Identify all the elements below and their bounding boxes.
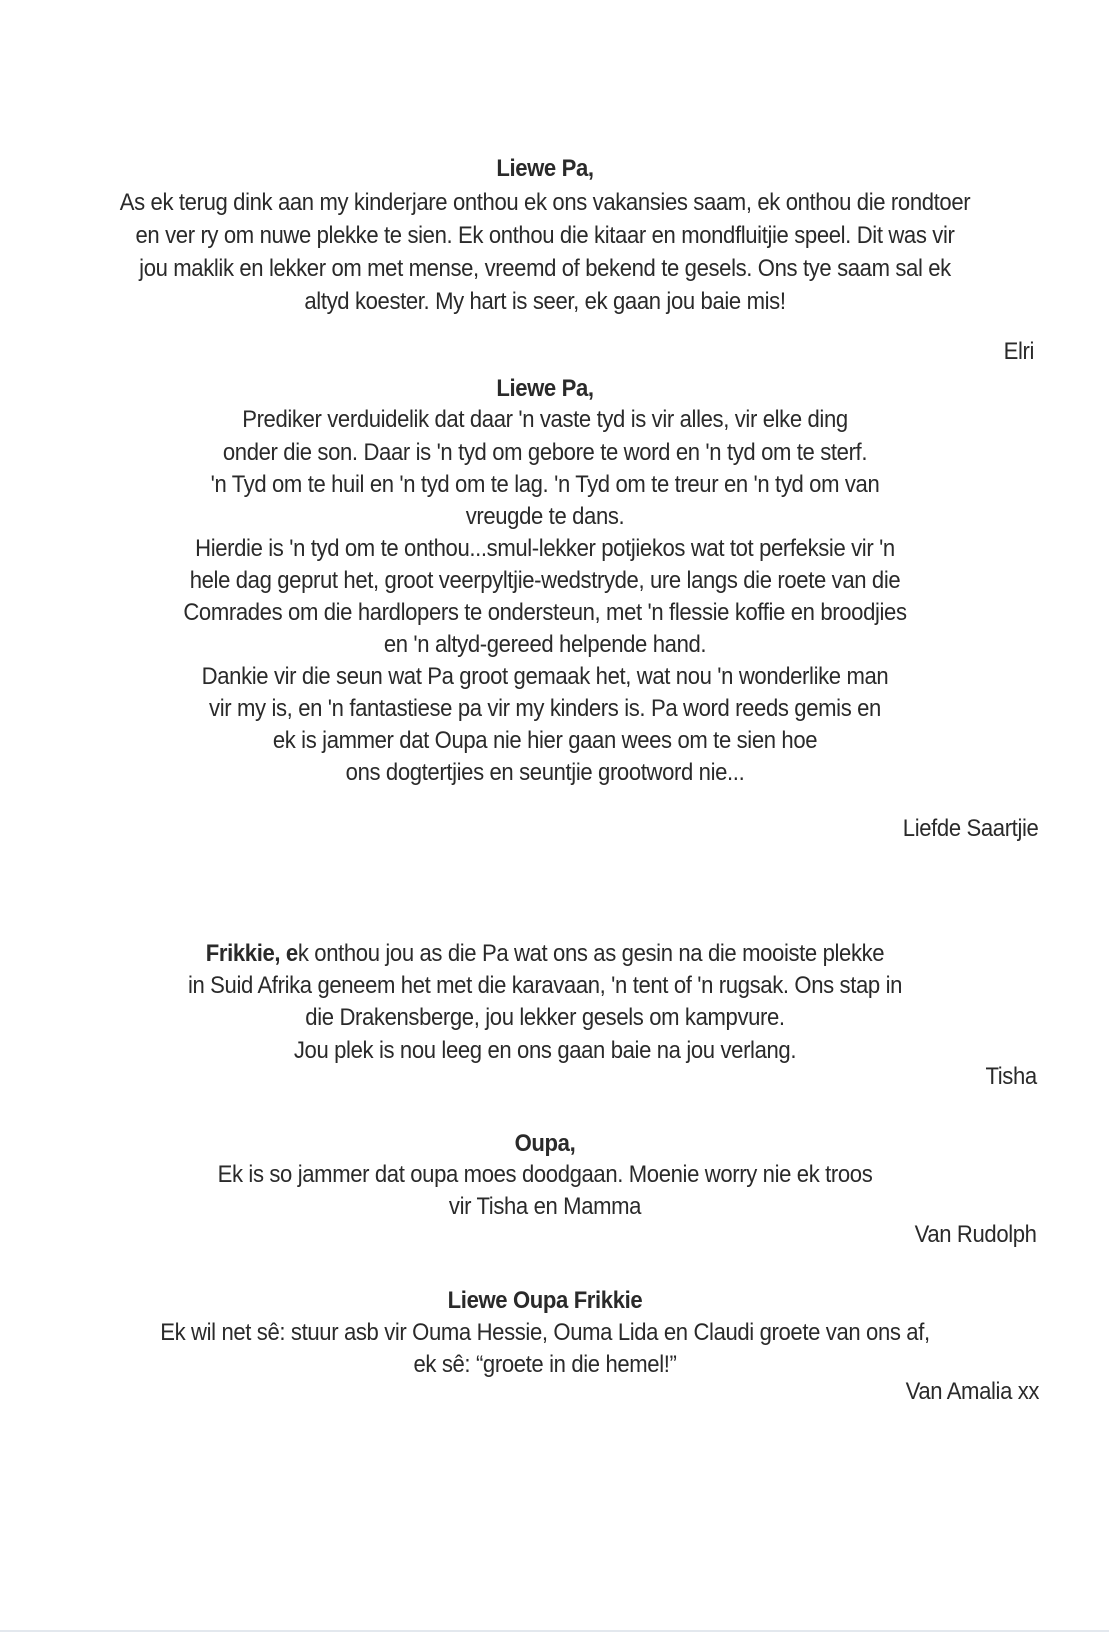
letter-1-signature: Elri xyxy=(1003,338,1034,365)
letter-1-heading: Liewe Pa, xyxy=(496,155,594,182)
letter-4-line-2: vir Tisha en Mamma xyxy=(448,1193,642,1220)
letter-5-line-2: ek sê: “groete in die hemel!” xyxy=(413,1351,677,1378)
letter-4-signature: Van Rudolph xyxy=(915,1221,1037,1248)
letter-2-line-10: vir my is, en 'n fantastiese pa vir my kinders is. Pa word reeds gemis en xyxy=(209,695,881,722)
letter-2-line-2: onder die son. Daar is 'n tyd om gebore te word en 'n tyd om te sterf. xyxy=(222,439,868,466)
letter-2-line-1: Prediker verduidelik dat daar 'n vaste tyd is vir alles, vir elke ding xyxy=(242,406,848,433)
letter-1-line-3: jou maklik en lekker om met mense, vreemd of bekend te gesels. Ons tye saam sal ek xyxy=(139,255,951,282)
letter-2-line-3: 'n Tyd om te huil en 'n tyd om te lag. 'n Tyd om te treur en 'n tyd om van xyxy=(210,471,880,498)
letter-2-line-7: Comrades om die hardlopers te ondersteun, met 'n flessie koffie en broodjies xyxy=(183,599,907,626)
letter-2-line-11: ek is jammer dat Oupa nie hier gaan wees om te sien hoe xyxy=(272,727,818,754)
letter-2-line-9: Dankie vir die seun wat Pa groot gemaak het, wat nou 'n wonderlike man xyxy=(201,663,889,690)
letter-4-heading: Oupa, xyxy=(514,1130,576,1157)
letter-2-line-8: en 'n altyd-gereed helpende hand. xyxy=(383,631,707,658)
letter-5-line-1: Ek wil net sê: stuur asb vir Ouma Hessie, Ouma Lida en Claudi groete van ons af, xyxy=(160,1319,930,1346)
letter-3-line-1-rest: k onthou jou as die Pa wat ons as gesin na die mooiste plekke xyxy=(297,940,885,967)
letter-2-line-12: ons dogtertjies en seuntjie grootword nie... xyxy=(345,759,745,786)
letter-5-heading: Liewe Oupa Frikkie xyxy=(447,1287,643,1314)
letter-3-line-1 xyxy=(0,937,1097,970)
letter-1-line-4: altyd koester. My hart is seer, ek gaan jou baie mis! xyxy=(304,288,786,315)
letter-3-line-4: Jou plek is nou leeg en ons gaan baie na jou verlang. xyxy=(293,1037,797,1064)
letter-1-line-1: As ek terug dink aan my kinderjare onthou ek ons vakansies saam, ek onthou die rondtoer xyxy=(119,189,971,216)
letter-3-signature: Tisha xyxy=(985,1063,1037,1090)
letter-5-signature: Van Amalia xx xyxy=(905,1378,1039,1405)
letter-2-line-5: Hierdie is 'n tyd om te onthou...smul-lekker potjiekos wat tot perfeksie vir 'n xyxy=(195,535,895,562)
letter-2-signature: Liefde Saartjie xyxy=(902,815,1038,842)
letter-1-line-2: en ver ry om nuwe plekke te sien. Ek onthou die kitaar en mondfluitjie speel. Dit was vir xyxy=(135,222,955,249)
letter-2-heading: Liewe Pa, xyxy=(496,375,594,402)
letter-3-line-3: die Drakensberge, jou lekker gesels om kampvure. xyxy=(305,1004,785,1031)
letter-3-line-2: in Suid Afrika geneem het met die karavaan, 'n tent of 'n rugsak. Ons stap in xyxy=(187,972,903,999)
letter-4-line-1: Ek is so jammer dat oupa moes doodgaan. Moenie worry nie ek troos xyxy=(217,1161,873,1188)
scan-edge-divider xyxy=(0,1630,1109,1632)
letter-2-line-4: vreugde te dans. xyxy=(465,503,625,530)
letter-2-line-6: hele dag geprut het, groot veerpyltjie-wedstryde, ure langs die roete van die xyxy=(189,567,901,594)
letter-3-lead-name: Frikkie, e xyxy=(205,940,298,967)
